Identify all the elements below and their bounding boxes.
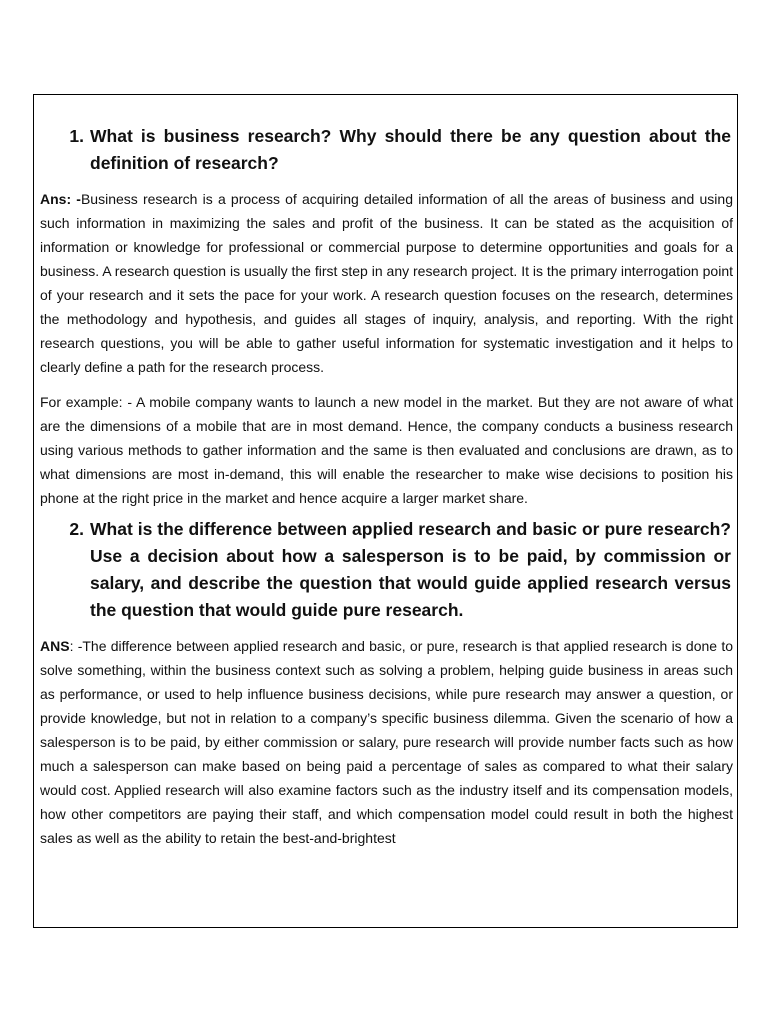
answer-2 [40,634,733,850]
answer-2-text: : -The difference between applied research and basic, or pure, research is that applied research is done to solve something, within the business context such as solving a problem, helping guide business in areas such as performance, or used to help influence business decisions, while pure research may answer a question, or provide knowledge, but not in relation to a company’s specific business dilemma. Given the scenario of how a salesperson is to be paid, by either commission or salary, pure research will provide number facts such as how much a salesperson can make based on being paid a percentage of sales as compared to what their salary would cost. Applied research will also examine factors such as the industry itself and its compensation models, how other competitors are paying their staff, and which compensation model could result in both the highest sales as well as the ability to retain the best-and-brightest [40,638,733,846]
answer-2-label: ANS [40,638,70,654]
answer-1 [40,187,733,379]
document-content [34,95,737,850]
answer-1-label: Ans: - [40,191,81,207]
answer-1-example: For example: - A mobile company wants to launch a new model in the market. But they are not aware of what are the dimensions of a mobile that are in most demand. Hence, the company conducts a business research using various methods to gather information and the same is then evaluated and conclusions are drawn, as to what dimensions are most in-demand, this will enable the researcher to make wise decisions to position his phone at the right price in the market and hence acquire a larger market share. [40,394,733,506]
question-2 [40,516,731,624]
question-1-number: 1. [69,126,84,146]
question-1-text: What is business research? Why should there be any question about the definition of research? [90,126,731,173]
document-page [33,94,738,928]
question-2-text: What is the difference between applied research and basic or pure research? Use a decision about how a salesperson is to be paid, by commission or salary, and describe the question that would guide applied research versus the question that would guide pure research. [90,519,731,620]
question-1 [40,123,731,177]
question-2-number: 2. [69,519,84,539]
answer-1-text: Business research is a process of acquiring detailed information of all the areas of business and using such information in maximizing the sales and profit of the business. It can be stated as the acquisition of information or knowledge for professional or commercial purpose to determine opportunities and goals for a business. A research question is usually the first step in any research project. It is the primary interrogation point of your research and it sets the pace for your work. A research question focuses on the research, determines the methodology and hypothesis, and guides all stages of inquiry, analysis, and reporting. With the right research questions, you will be able to gather useful information for systematic investigation and it helps to clearly define a path for the research process. [40,191,733,375]
